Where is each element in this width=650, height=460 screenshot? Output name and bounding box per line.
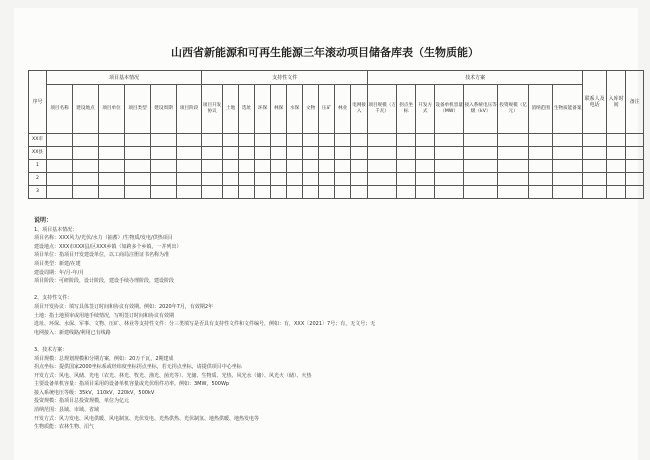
col-header-military: 林业	[335, 85, 351, 134]
table-row	[29, 147, 644, 160]
group-header-support: 支持性文件	[202, 71, 368, 85]
col-header-voltage: 接入系统电压等级（kV）	[464, 85, 498, 134]
row-seq-cell: 2	[29, 173, 47, 186]
notes-line: 选址、环保、水保、军事、文物、压矿、林业等支持性文件：分三类填写是否具有支持性文件和文件编号，例如：有，XXX〔2021〕7号；有，无文号；无	[34, 321, 376, 328]
col-header-period: 建设周期	[151, 85, 177, 134]
notes-line: 电网接入：新建线路/利用已有线路	[34, 329, 111, 336]
table-row	[29, 134, 644, 147]
notes-line: 开发方式：风电、风储、光电（农光、林光、牧光、渔光、菌光等）、光储、生物质、光热、风光水（储）、风光火（储）、火热	[34, 372, 312, 379]
group-header-basic: 项目基本情况	[47, 71, 202, 85]
col-header-coords: 拐点坐标	[397, 85, 416, 134]
col-header-site: 选址	[239, 85, 255, 134]
notes-line: 项目单位：指项目开发建设单位，以工商局注册证书名称为准	[34, 252, 170, 259]
table-row	[29, 160, 644, 173]
table-row	[29, 173, 644, 186]
notes-line: 项目名称：XXX风力/光伏/水力（抽蓄）/生物质/发电/供热项目	[34, 235, 173, 242]
col-header-seq: 序号	[29, 71, 47, 134]
col-header-water: 水保	[287, 85, 303, 134]
notes-line: 项目规模：总规划规模和分期方案，例如：20万千瓦，2期建成	[34, 355, 174, 362]
group-header-tech: 技术方案	[368, 71, 583, 85]
project-registry-table	[28, 70, 644, 199]
col-header-forestry: 林保	[271, 85, 287, 134]
col-header-agreement: 项目开发协议	[202, 85, 223, 134]
col-header-name: 项目名称	[47, 85, 73, 134]
col-header-dev-mode: 开发方式	[416, 85, 435, 134]
notes-line: 项目类型：新建/在建	[34, 260, 81, 267]
row-seq-cell: XX县	[29, 147, 47, 160]
row-seq-cell: 1	[29, 160, 47, 173]
notes-line: 主要设备单机容量：指项目采用的设备单机容量或光伏组件功率。例如：3MW，500Wp	[34, 381, 230, 388]
col-header-env: 环保	[255, 85, 271, 134]
row-seq-cell: 3	[29, 186, 47, 199]
notes-line: 建设周期：年/月-年/月	[34, 269, 85, 276]
col-header-location: 建设地点	[73, 85, 99, 134]
col-header-unit: 项目单位	[99, 85, 125, 134]
col-header-type: 项目类型	[125, 85, 151, 134]
notes-line: 拐点坐标：提供国家2000坐标系或经纬度坐标拐点坐标，若无拐点坐标，请提供项目中心坐标	[34, 364, 242, 371]
notes-line: 接入系统电压等级：35kV，110kV，220kV，500kV	[34, 389, 155, 396]
col-header-grid: 电网接入	[351, 85, 368, 134]
row-seq-cell: XX市	[29, 134, 47, 147]
col-header-scale: 项目规模（万千瓦）	[368, 85, 397, 134]
notes-line: 投资规模：指项目总投资规模，单位为亿元	[34, 398, 130, 405]
notes-section-1-title: 1、项目基本情况：	[34, 226, 78, 233]
col-header-mine: 压矿	[319, 85, 335, 134]
col-header-stage: 项目阶段	[177, 85, 202, 134]
col-header-contact: 联系人及电话	[583, 71, 607, 134]
notes-section	[34, 217, 634, 432]
notes-line: 项目开发协议：填写具体签订时间和协议有效期。例如：2020年7月，有效期2年	[34, 303, 214, 310]
notes-section-2-title: 2、支持性文件：	[34, 295, 73, 302]
col-header-remark: 备注	[626, 71, 644, 134]
notes-section-3-title: 3、技术方案：	[34, 346, 68, 353]
notes-line: 生物质能：农林生物、沼气	[34, 424, 95, 431]
col-header-storage-time: 入库时间	[607, 71, 626, 134]
col-header-heat: 消纳范围	[529, 85, 553, 134]
document-title: 山西省新能源和可再生能源三年滚动项目储备库表（生物质能）	[171, 46, 479, 59]
notes-line: 土地：指土地预审或用地手续情况，写明签订时间和协议有效期	[34, 312, 175, 319]
notes-line: 消纳范围：县域、市域、省域	[34, 407, 100, 414]
notes-line: 建设地点：XXX市XXX县/区XXX乡镇（如跨多个乡镇，一并列出）	[34, 243, 182, 250]
col-header-heritage: 文物	[303, 85, 319, 134]
col-header-capacity: 设备单机容量（MW）	[435, 85, 464, 134]
notes-heading: 说明：	[34, 217, 53, 224]
table-row	[29, 186, 644, 199]
notes-line: 项目阶段：可研阶段，设计阶段，建设手续办理阶段，建设阶段	[34, 278, 175, 285]
notes-line: 开发方式：风力发电、风电供暖、风电制氢、光伏发电、光热供热、光伏制氢、地热供暖、地热发电等	[34, 415, 260, 422]
col-header-land: 土地	[223, 85, 239, 134]
col-header-biomass: 生物质能备案	[553, 85, 583, 134]
col-header-investment: 投资规模（亿元）	[498, 85, 529, 134]
